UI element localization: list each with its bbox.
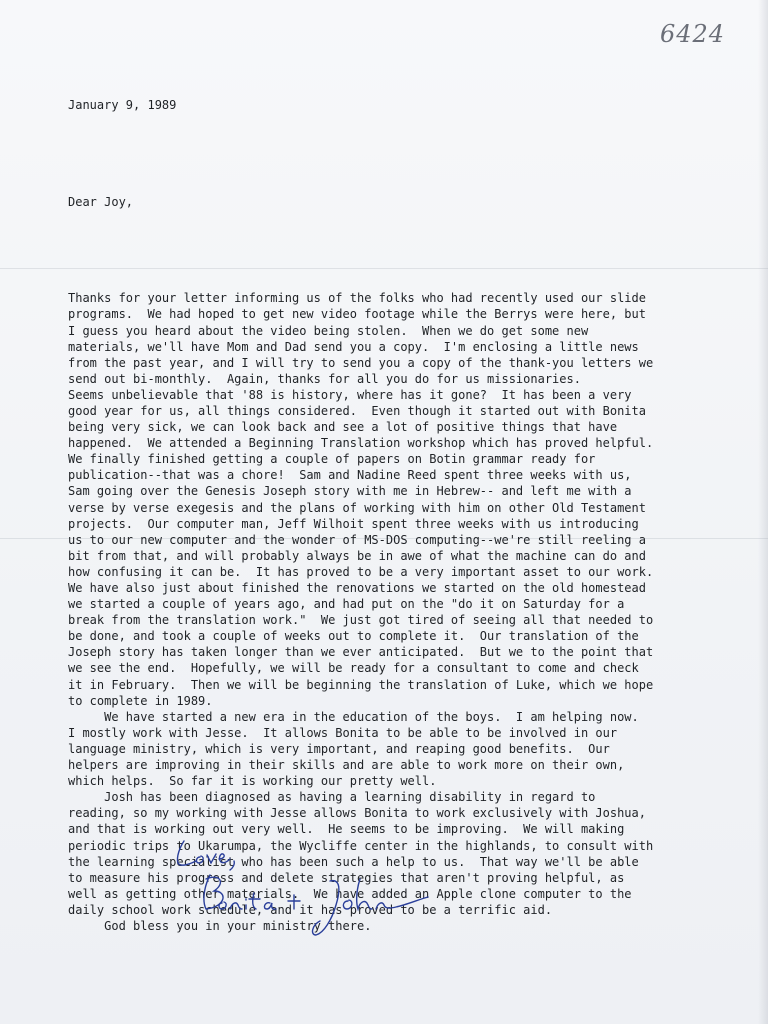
letter-body-line: materials, we'll have Mom and Dad send you a copy. I'm enclosing a little news (68, 339, 639, 354)
letter-body-line: send out bi-monthly. Again, thanks for all you do for us missionaries. (68, 371, 581, 386)
letter-body-line: we see the end. Hopefully, we will be ready for a consultant to come and check (68, 661, 639, 676)
letter-body-line: Seems unbelievable that '88 is history, where has it gone? It has been a very (68, 387, 632, 402)
letter-body-line: us to our new computer and the wonder of MS-DOS computing--we're still reeling a (68, 532, 646, 547)
letter-body-line: being very sick, we can look back and see a lot of positive things that have (68, 420, 618, 435)
letter-body-line: to complete in 1989. (68, 693, 213, 708)
letter-body-line: reading, so my working with Jesse allows Bonita to work exclusively with Joshua, (68, 806, 646, 821)
letter-body-line: projects. Our computer man, Jeff Wilhoit spent three weeks with us introducing (68, 516, 639, 531)
letter-body-line: Thanks for your letter informing us of the folks who had recently used our slide (68, 291, 646, 306)
letter-body-line: We have also just about finished the renovations we started on the old homestead (68, 581, 646, 595)
letter-body-line: helpers are improving in their skills and are able to work more on their own, (68, 758, 625, 773)
letter-date: January 9, 1989 (68, 98, 177, 113)
letter-body-line: periodic trips to Ukarumpa, the Wycliffe center in the highlands, to consult with (68, 838, 654, 853)
blank-line (68, 242, 758, 258)
letter-body-line: God bless you in your ministry there. (68, 918, 372, 933)
letter-body-line: language ministry, which is very important, and reaping good benefits. Our (68, 741, 610, 756)
letter-body-line: We have started a new era in the education of the boys. I am helping now. (68, 709, 639, 724)
letter-body-line: to measure his progress and delete strategies that aren't proving helpful, as (68, 870, 625, 885)
handwritten-signature (170, 835, 450, 945)
letter-body-line: from the past year, and I will try to send you a copy of the thank-you letters we (68, 355, 654, 370)
letter-body-line: Sam going over the Genesis Joseph story with me in Hebrew-- and left me with a (68, 484, 632, 499)
letter-body-line: well as getting other materials. We have added an Apple clone computer to the (68, 886, 632, 901)
letter-body-line: bit from that, and will probably always be in awe of what the machine can do and (68, 548, 646, 563)
letter-body-line: be done, and took a couple of weeks out to complete it. Our translation of the (68, 629, 639, 644)
letter-body-line: I mostly work with Jesse. It allows Bonita to be able to be involved in our (68, 725, 618, 740)
paper-edge-shadow (758, 0, 768, 1024)
letter-body-line: we started a couple of years ago, and had put on the "do it on Saturday for a (68, 597, 625, 612)
letter-body-line: happened. We attended a Beginning Translation workshop which has proved helpful. (68, 436, 654, 451)
letter-body-line: We finally finished getting a couple of papers on Botin grammar ready for (68, 452, 596, 467)
letter-text (68, 65, 758, 966)
letter-body-line: daily school work schedule, and it has proved to be a terrific aid. (68, 902, 553, 917)
archive-number: 6424 (660, 20, 726, 48)
letter-body-line: Josh has been diagnosed as having a learning disability in regard to (68, 790, 596, 805)
letter-body-line: Joseph story has taken longer than we ever anticipated. But we to the point that (68, 645, 654, 660)
letter-body-line: how confusing it can be. It has proved to be a very important asset to our work. (68, 564, 654, 579)
letter-body-line: and that is working out very well. He seems to be improving. We will making (68, 822, 625, 837)
letter-body-line: programs. We had hoped to get new video footage while the Berrys were here, but (68, 307, 646, 322)
blank-line (68, 145, 758, 161)
letter-body-line: verse by verse exegesis and the plans of working with him on other Old Testament (68, 500, 646, 515)
letter-body-line: break from the translation work." We just got tired of seeing all that needed to (68, 613, 654, 628)
letter-body-line: it in February. Then we will be beginning the translation of Luke, which we hope (68, 677, 654, 692)
letter-body-line: I guess you heard about the video being stolen. When we do get some new (68, 323, 589, 338)
letter-body-line: the learning specialist who has been such a help to us. That way we'll be able (68, 854, 639, 869)
letter-body-line: which helps. So far it is working our pretty well. (68, 774, 437, 789)
letter-body-line: publication--that was a chore! Sam and Nadine Reed spent three weeks with us, (68, 468, 632, 483)
letter-body-line: good year for us, all things considered. Even though it started out with Bonita (68, 403, 646, 418)
letter-salutation: Dear Joy, (68, 194, 134, 209)
